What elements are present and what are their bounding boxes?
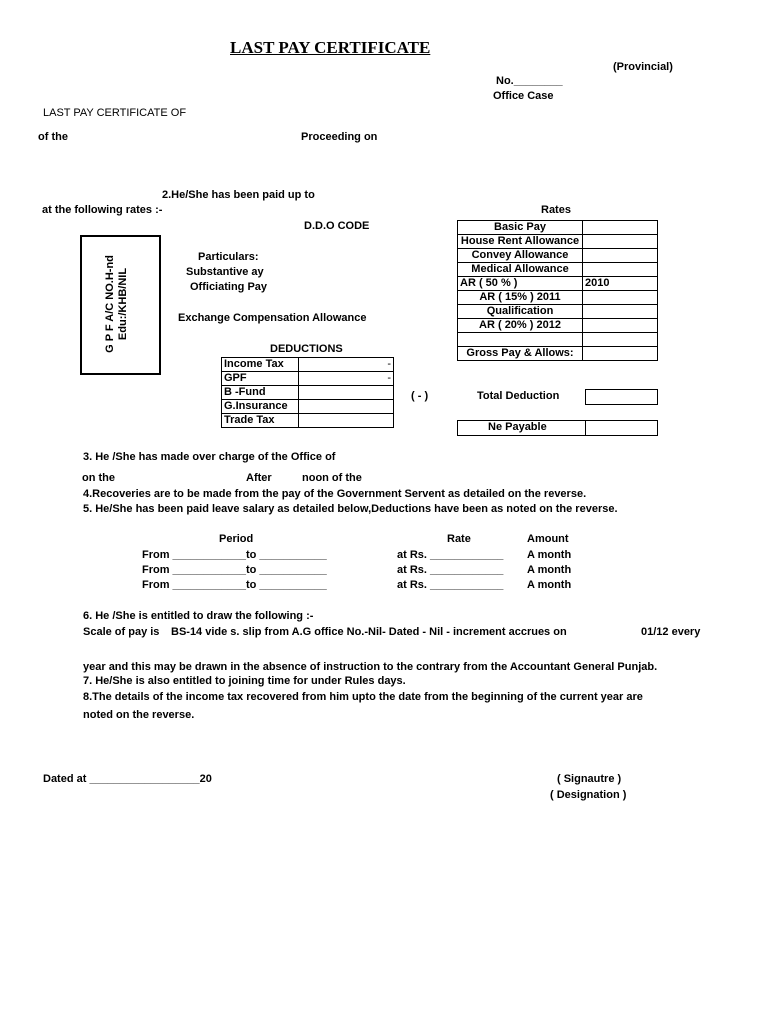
- paragraph-8: 8.The details of the income tax recovered from him upto the date from the beginning of the current year are: [83, 691, 643, 703]
- table-row: [222, 414, 394, 428]
- period-heading: Period: [219, 533, 254, 545]
- rate-label: House Rent Allowance: [458, 235, 583, 249]
- amount-heading: Amount: [527, 533, 569, 545]
- noon-label: noon of the: [302, 472, 362, 484]
- designation-label: ( Designation ): [550, 789, 627, 801]
- deductions-table: [221, 357, 394, 428]
- on-the-label: on the: [82, 472, 115, 484]
- scale-of-pay-label: Scale of pay is: [83, 626, 160, 638]
- leave-rate: at Rs. ____________: [397, 564, 504, 576]
- table-row: [222, 372, 394, 386]
- rate-value: [583, 333, 658, 347]
- table-row: [458, 347, 658, 361]
- rate-label: AR ( 20% ) 2012: [458, 319, 583, 333]
- total-deduction-value: [585, 389, 658, 405]
- proceeding-on-label: Proceeding on: [301, 131, 378, 143]
- rate-value: [583, 221, 658, 235]
- rate-value: [583, 319, 658, 333]
- table-row: [458, 305, 658, 319]
- net-payable-label: Ne Payable: [488, 421, 547, 433]
- paragraph-6: 6. He /She is entitled to draw the following :-: [83, 610, 314, 622]
- table-row: [458, 319, 658, 333]
- gpf-line-2: Edu:/KHB/NIL: [117, 267, 129, 341]
- paragraph-3: 3. He /She has made over charge of the Office of: [83, 451, 336, 463]
- deduction-value: [299, 386, 394, 400]
- table-row: [222, 386, 394, 400]
- year-line: year and this may be drawn in the absence of instruction to the contrary from the Accountant General Punjab.: [83, 661, 658, 673]
- table-row: [222, 358, 394, 372]
- rate-label: Medical Allowance: [458, 263, 583, 277]
- deduction-value: -: [299, 372, 394, 386]
- table-row: [458, 333, 658, 347]
- exchange-allowance-label: Exchange Compensation Allowance: [178, 312, 367, 324]
- leave-amount: A month: [527, 564, 572, 576]
- paragraph-4: 4.Recoveries are to be made from the pay of the Government Servent as detailed on the reverse.: [83, 488, 587, 500]
- rate-heading: Rate: [447, 533, 471, 545]
- certificate-of-label: LAST PAY CERTIFICATE OF: [43, 107, 187, 119]
- provincial-label: (Provincial): [613, 61, 673, 73]
- deduction-value: -: [299, 358, 394, 372]
- table-row: [458, 291, 658, 305]
- substantive-pay-label: Substantive ay: [186, 266, 264, 278]
- rate-value: 2010: [583, 277, 658, 291]
- leave-period: From ____________to ___________: [142, 564, 327, 576]
- rate-value: [583, 235, 658, 249]
- leave-amount: A month: [527, 549, 572, 561]
- deduction-label: GPF: [222, 372, 299, 386]
- rate-value: [583, 291, 658, 305]
- rate-value: [583, 249, 658, 263]
- scale-of-pay-text: BS-14 vide s. slip from A.G office No.-Nil- Dated - Nil - increment accrues on: [171, 626, 567, 638]
- gross-pay-label: Gross Pay & Allows:: [458, 347, 583, 361]
- leave-amount: A month: [527, 579, 572, 591]
- net-payable-value: [585, 420, 658, 436]
- table-row: [458, 221, 658, 235]
- rate-label: AR ( 50 % ): [458, 277, 583, 291]
- leave-period: From ____________to ___________: [142, 549, 327, 561]
- deduction-value: [299, 414, 394, 428]
- deductions-heading: DEDUCTIONS: [270, 343, 343, 355]
- increment-date: 01/12 every: [641, 626, 701, 638]
- paid-up-to-label: 2.He/She has been paid up to: [162, 189, 315, 201]
- deduction-label: Income Tax: [222, 358, 299, 372]
- rates-heading: Rates: [541, 204, 571, 216]
- ddo-code-label: D.D.O CODE: [304, 220, 370, 232]
- deduction-label: G.Insurance: [222, 400, 299, 414]
- rates-table: [457, 220, 658, 361]
- of-the-label: of the: [38, 131, 68, 143]
- office-case-label: Office Case: [493, 90, 554, 102]
- rate-value: [583, 305, 658, 319]
- following-rates-label: at the following rates :-: [42, 204, 163, 216]
- rate-label: Basic Pay: [458, 221, 583, 235]
- paragraph-8-continued: noted on the reverse.: [83, 709, 195, 721]
- total-deduction-label: Total Deduction: [477, 390, 560, 402]
- number-field: No.________: [496, 75, 563, 87]
- minus-sign: ( - ): [411, 390, 429, 402]
- deduction-value: [299, 400, 394, 414]
- table-row: [222, 400, 394, 414]
- paragraph-5: 5. He/She has been paid leave salary as detailed below,Deductions have been as noted on the reverse.: [83, 503, 618, 515]
- rate-label: Convey Allowance: [458, 249, 583, 263]
- rate-label: [458, 333, 583, 347]
- leave-rate: at Rs. ____________: [397, 549, 504, 561]
- after-label: After: [246, 472, 272, 484]
- deduction-label: Trade Tax: [222, 414, 299, 428]
- page-title: LAST PAY CERTIFICATE: [230, 38, 431, 57]
- leave-rate: at Rs. ____________: [397, 579, 504, 591]
- table-row: [458, 235, 658, 249]
- table-row: [458, 263, 658, 277]
- particulars-heading: Particulars:: [198, 251, 259, 263]
- rate-value: [583, 263, 658, 277]
- rate-label: Qualification: [458, 305, 583, 319]
- signature-label: ( Signautre ): [557, 773, 622, 785]
- paragraph-7: 7. He/She is also entitled to joining time for under Rules days.: [83, 675, 406, 687]
- gpf-account-number: [104, 244, 132, 364]
- rate-label: AR ( 15% ) 2011: [458, 291, 583, 305]
- officiating-pay-label: Officiating Pay: [190, 281, 268, 293]
- leave-period: From ____________to ___________: [142, 579, 327, 591]
- table-row: [458, 277, 658, 291]
- table-row: [458, 249, 658, 263]
- deduction-label: B -Fund: [222, 386, 299, 400]
- dated-at-field: Dated at __________________20: [43, 773, 212, 785]
- gpf-line-1: G P F A/C NO.H-nd: [104, 255, 116, 353]
- gross-pay-value: [583, 347, 658, 361]
